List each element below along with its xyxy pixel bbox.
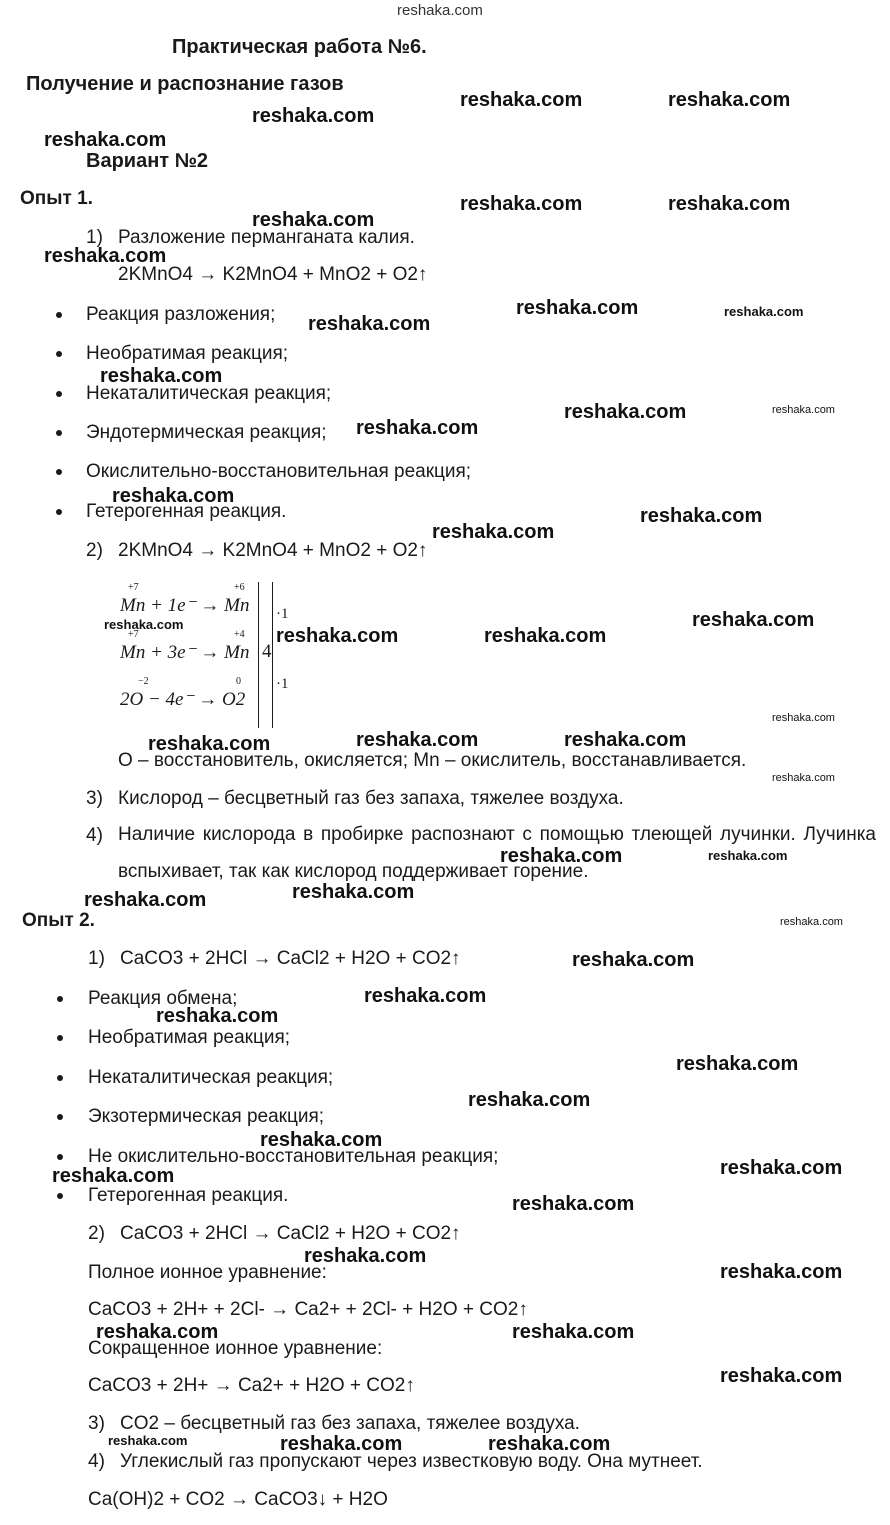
list-item: Окислительно-восстановительная реакция; bbox=[86, 461, 472, 482]
watermark: reshaka.com bbox=[252, 209, 375, 231]
watermark: reshaka.com bbox=[292, 881, 415, 903]
exp2-item3-num: 3) bbox=[88, 1413, 105, 1434]
exp2-heading: Опыт 2. bbox=[22, 910, 95, 931]
exp2-equation-1: CaCO3 + 2HCl → CaCl2 + H2O + CO2↑ bbox=[120, 948, 461, 969]
watermark: reshaka.com bbox=[720, 1157, 843, 1179]
watermark: reshaka.com bbox=[564, 401, 687, 423]
list-item: Экзотермическая реакция; bbox=[88, 1106, 325, 1127]
list-item: Не окислительно-восстановительная реакция; bbox=[88, 1146, 499, 1167]
watermark: reshaka.com bbox=[676, 1053, 799, 1075]
watermark: reshaka.com bbox=[772, 712, 835, 724]
redox-mid-4: 4 bbox=[262, 641, 272, 662]
list-item: Реакция разложения; bbox=[86, 304, 276, 325]
watermark: reshaka.com bbox=[468, 1089, 591, 1111]
watermark: reshaka.com bbox=[148, 733, 271, 755]
bullet-dot-icon bbox=[56, 312, 62, 318]
bullet-dot-icon bbox=[57, 1193, 63, 1199]
watermark: reshaka.com bbox=[100, 365, 223, 387]
r3-ox-right: 0 bbox=[236, 676, 241, 687]
watermark: reshaka.com bbox=[156, 1005, 279, 1027]
watermark: reshaka.com bbox=[84, 889, 207, 911]
watermark: reshaka.com bbox=[260, 1129, 383, 1151]
exp1-item4-num: 4) bbox=[86, 825, 103, 846]
watermark: reshaka.com bbox=[460, 89, 583, 111]
list-item: Гетерогенная реакция. bbox=[86, 501, 287, 522]
list-item: Реакция обмена; bbox=[88, 988, 238, 1009]
page-title: Практическая работа №6. bbox=[172, 36, 427, 58]
watermark: reshaka.com bbox=[572, 949, 695, 971]
list-item: Гетерогенная реакция. bbox=[88, 1185, 289, 1206]
watermark: reshaka.com bbox=[108, 1433, 188, 1448]
watermark: reshaka.com bbox=[500, 845, 623, 867]
exp1-equation-2: 2KMnO4 → K2MnO4 + MnO2 + O2↑ bbox=[118, 540, 428, 561]
watermark: reshaka.com bbox=[52, 1165, 175, 1187]
r2-ox-left: +7 bbox=[128, 629, 139, 640]
watermark: reshaka.com bbox=[780, 916, 843, 928]
exp1-item1-num: 1) bbox=[86, 227, 103, 248]
watermark: reshaka.com bbox=[44, 245, 167, 267]
exp2-item4-text: Углекислый газ пропускают через известковую воду. Она мутнеет. bbox=[120, 1451, 703, 1472]
variant-label: Вариант №2 bbox=[86, 150, 209, 172]
exp1-heading: Опыт 1. bbox=[20, 188, 93, 209]
exp2-item4-num: 4) bbox=[88, 1451, 105, 1472]
r1-ox-right: +6 bbox=[234, 582, 245, 593]
watermark: reshaka.com bbox=[280, 1433, 403, 1455]
exp1-item3-text: Кислород – бесцветный газ без запаха, тяжелее воздуха. bbox=[118, 788, 624, 809]
r3-ox-left: −2 bbox=[138, 676, 149, 687]
list-item: Эндотермическая реакция; bbox=[86, 422, 327, 443]
short-ionic-label: Сокращенное ионное уравнение: bbox=[88, 1338, 383, 1359]
r2-ox-right: +4 bbox=[234, 629, 245, 640]
bullet-dot-icon bbox=[56, 469, 62, 475]
watermark: reshaka.com bbox=[484, 625, 607, 647]
exp2-final-equation: Ca(OH)2 + CO2 → CaCO3↓ + H2O bbox=[88, 1489, 388, 1510]
watermark: reshaka.com bbox=[564, 729, 687, 751]
bullet-dot-icon bbox=[56, 391, 62, 397]
exp2-item1-num: 1) bbox=[88, 948, 105, 969]
page-subtitle: Получение и распознание газов bbox=[26, 73, 344, 95]
bullet-dot-icon bbox=[57, 1114, 63, 1120]
watermark: reshaka.com bbox=[356, 417, 479, 439]
list-item: Необратимая реакция; bbox=[86, 343, 289, 364]
watermark: reshaka.com bbox=[304, 1245, 427, 1267]
watermark: reshaka.com bbox=[432, 521, 555, 543]
list-item: Некаталитическая реакция; bbox=[86, 383, 332, 404]
exp2-equation-2: CaCO3 + 2HCl → CaCl2 + H2O + CO2↑ bbox=[120, 1223, 461, 1244]
watermark: reshaka.com bbox=[460, 193, 583, 215]
balance-divider-left bbox=[258, 582, 259, 728]
watermark: reshaka.com bbox=[252, 105, 375, 127]
exp1-item3-num: 3) bbox=[86, 788, 103, 809]
watermark: reshaka.com bbox=[668, 89, 791, 111]
watermark: reshaka.com bbox=[112, 485, 235, 507]
watermark: reshaka.com bbox=[516, 297, 639, 319]
exp1-equation-1: 2KMnO4 → K2MnO4 + MnO2 + O2↑ bbox=[118, 264, 428, 285]
watermark: reshaka.com bbox=[356, 729, 479, 751]
redox-line-2: Mn + 3e⁻ → Mn bbox=[120, 642, 250, 663]
list-item: Необратимая реакция; bbox=[88, 1027, 291, 1048]
watermark: reshaka.com bbox=[724, 304, 804, 319]
watermark: reshaka.com bbox=[44, 129, 167, 151]
watermark: reshaka.com bbox=[772, 404, 835, 416]
balance-divider-right bbox=[272, 582, 273, 728]
exp2-item3-text: CO2 – бесцветный газ без запаха, тяжелее воздуха. bbox=[120, 1413, 580, 1434]
bullet-dot-icon bbox=[56, 430, 62, 436]
bullet-dot-icon bbox=[57, 1154, 63, 1160]
bullet-dot-icon bbox=[56, 351, 62, 357]
site-watermark-top[interactable]: reshaka.com bbox=[397, 2, 483, 19]
watermark: reshaka.com bbox=[720, 1261, 843, 1283]
bullet-dot-icon bbox=[56, 509, 62, 515]
watermark: reshaka.com bbox=[308, 313, 431, 335]
watermark: reshaka.com bbox=[364, 985, 487, 1007]
short-ionic-equation: CaCO3 + 2H+ → Ca2+ + H2O + CO2↑ bbox=[88, 1375, 415, 1396]
redox-line-3: 2O − 4e⁻ → O2 bbox=[120, 689, 246, 710]
watermark: reshaka.com bbox=[772, 772, 835, 784]
watermark: reshaka.com bbox=[668, 193, 791, 215]
redox-coef-3: ·1 bbox=[276, 676, 289, 692]
watermark: reshaka.com bbox=[96, 1321, 219, 1343]
bullet-dot-icon bbox=[57, 1075, 63, 1081]
exp1-item4-text: Наличие кислорода в пробирке распознают с помощью тлеющей лучинки. Лучинка вспыхивает, так как кислород поддерживает горение. bbox=[118, 824, 876, 882]
bullet-dot-icon bbox=[57, 1035, 63, 1041]
full-ionic-label: Полное ионное уравнение: bbox=[88, 1262, 327, 1283]
list-item: Некаталитическая реакция; bbox=[88, 1067, 334, 1088]
watermark: reshaka.com bbox=[512, 1193, 635, 1215]
exp1-conclusion: O – восстановитель, окисляется; Mn – окислитель, восстанавливается. bbox=[118, 750, 747, 771]
watermark: reshaka.com bbox=[488, 1433, 611, 1455]
full-ionic-equation: CaCO3 + 2H+ + 2Cl- → Ca2+ + 2Cl- + H2O + CO2↑ bbox=[88, 1299, 528, 1320]
exp1-item2-num: 2) bbox=[86, 540, 103, 561]
bullet-dot-icon bbox=[57, 996, 63, 1002]
watermark: reshaka.com bbox=[720, 1365, 843, 1387]
watermark: reshaka.com bbox=[276, 625, 399, 647]
watermark: reshaka.com bbox=[104, 617, 184, 632]
watermark: reshaka.com bbox=[708, 848, 788, 863]
exp1-item1-text: Разложение перманганата калия. bbox=[118, 227, 415, 248]
r1-ox-left: +7 bbox=[128, 582, 139, 593]
exp2-item2-num: 2) bbox=[88, 1223, 105, 1244]
watermark: reshaka.com bbox=[692, 609, 815, 631]
watermark: reshaka.com bbox=[640, 505, 763, 527]
redox-line-1: Mn + 1e⁻ → Mn bbox=[120, 595, 250, 616]
watermark: reshaka.com bbox=[512, 1321, 635, 1343]
redox-coef-1: ·1 bbox=[276, 606, 289, 622]
